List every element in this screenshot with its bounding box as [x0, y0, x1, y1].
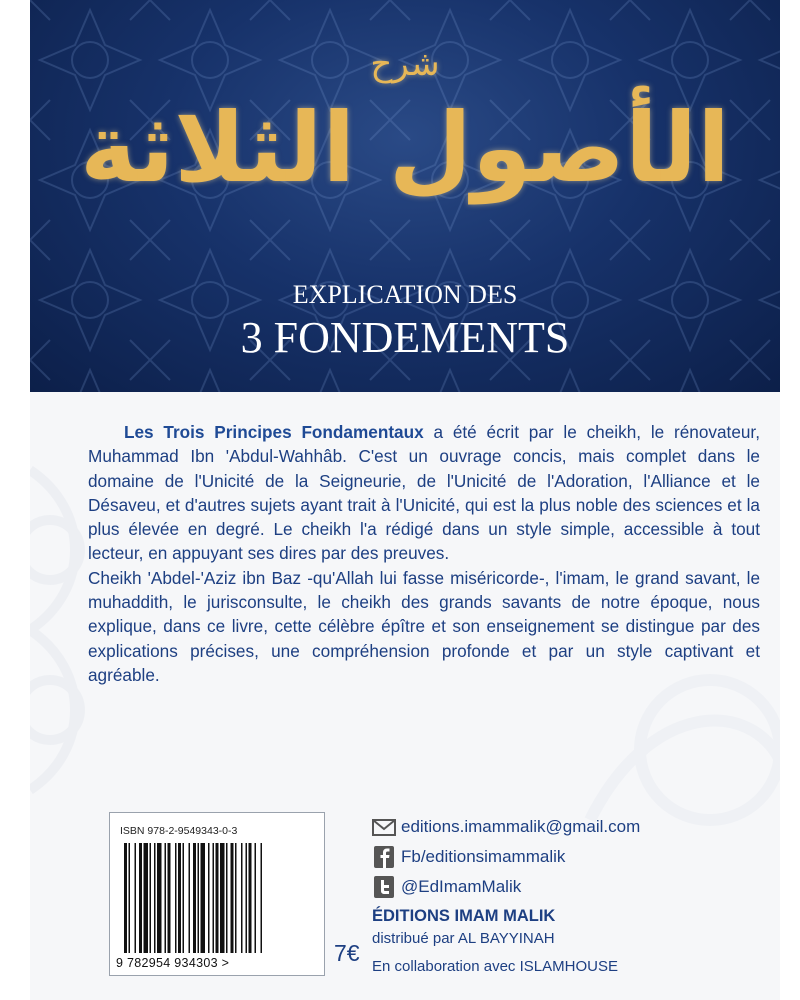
barcode-bar	[246, 843, 248, 953]
barcode-bar	[193, 843, 196, 953]
book-back-cover	[30, 0, 780, 1000]
email-address: editions.imammalik@gmail.com	[401, 817, 641, 836]
price: 7€	[334, 940, 360, 966]
barcode-bar	[241, 843, 243, 953]
barcode-bar	[157, 843, 162, 953]
barcode-bars	[122, 843, 312, 955]
description-paragraph-1	[88, 420, 760, 566]
barcode-bar	[220, 843, 225, 953]
barcode-bar	[150, 843, 152, 953]
contact-list	[372, 812, 772, 902]
barcode-digits: 9 782954 934303 >	[116, 956, 230, 970]
subtitle-line-2: 3 FONDEMENTS	[240, 313, 570, 362]
twitter-icon	[372, 876, 396, 898]
barcode-bar	[226, 843, 228, 953]
barcode-bar	[231, 843, 234, 953]
facebook-icon	[372, 846, 396, 868]
barcode-bar	[261, 843, 263, 953]
facebook-handle: Fb/editionsimammalik	[401, 847, 566, 866]
title-band	[30, 0, 780, 392]
description-paragraph-2: Cheikh 'Abdel-'Aziz ibn Baz -qu'Allah lui fasse miséricorde-, l'imam, le grand savant, le muhaddith, le jurisconsulte, le cheikh des grands savants de notre époque, nous explique, dans ce livre, cette célèbre épître et son enseignement se distingue par des explications précises, une compréhension profonde et par un style captivant et agréable.	[88, 567, 760, 685]
barcode-label	[109, 812, 325, 976]
barcode-bar	[129, 843, 131, 953]
publisher-name: ÉDITIONS IMAM MALIK	[372, 907, 556, 925]
contact-email[interactable]	[372, 812, 772, 842]
barcode-bar	[198, 843, 200, 953]
barcode-bar	[208, 843, 210, 953]
barcode-bar	[139, 843, 142, 953]
contact-facebook[interactable]	[372, 842, 772, 872]
barcode-bar	[154, 843, 156, 953]
barcode-bar	[183, 843, 185, 953]
twitter-handle: @EdImamMalik	[401, 877, 522, 896]
barcode-bar	[135, 843, 137, 953]
description-p1-text: a été écrit par le cheikh, le rénovateur, Muhammad Ibn 'Abdul-Wahhâb. C'est un ouvrage concis, mais complet dans le domaine de l'Unicité de la Seigneurie, de l'Unicité de l'Adoration, l'Alliance et le Désaveu, et d'autres sujets ayant trait à l'Unicité, qui est la plus noble des sciences et la plus élevée en degré. Le cheikh l'a rédigé dans un style simple, accessible à tout lecteur, en appuyant ses dires par des preuves.	[88, 422, 760, 564]
book-title-bold: Les Trois Principes Fondamentaux	[124, 422, 424, 442]
envelope-icon	[372, 816, 396, 838]
arabic-title: الأصول الثلاثة	[80, 92, 730, 204]
barcode-bar	[178, 843, 181, 953]
barcode-bar	[249, 843, 252, 953]
distributor-line: distribué par AL BAYYINAH	[372, 930, 555, 947]
subtitle-line-1: EXPLICATION DES	[292, 280, 518, 309]
contact-twitter[interactable]	[372, 872, 772, 902]
barcode-bar	[201, 843, 206, 953]
barcode-bar	[189, 843, 191, 953]
isbn-text: ISBN 978-2-9549343-0-3	[120, 825, 238, 837]
barcode-bar	[235, 843, 237, 953]
collaboration-line: En collaboration avec ISLAMHOUSE	[372, 958, 618, 975]
barcode-bar	[124, 843, 127, 953]
barcode-bar	[213, 843, 215, 953]
barcode-bar	[168, 843, 171, 953]
barcode-bar	[175, 843, 177, 953]
description-text	[88, 420, 760, 687]
barcode-bar	[255, 843, 257, 953]
arabic-sharh: شرح	[370, 44, 440, 84]
barcode-bar	[216, 843, 219, 953]
barcode-bar	[144, 843, 149, 953]
barcode-bar	[165, 843, 167, 953]
